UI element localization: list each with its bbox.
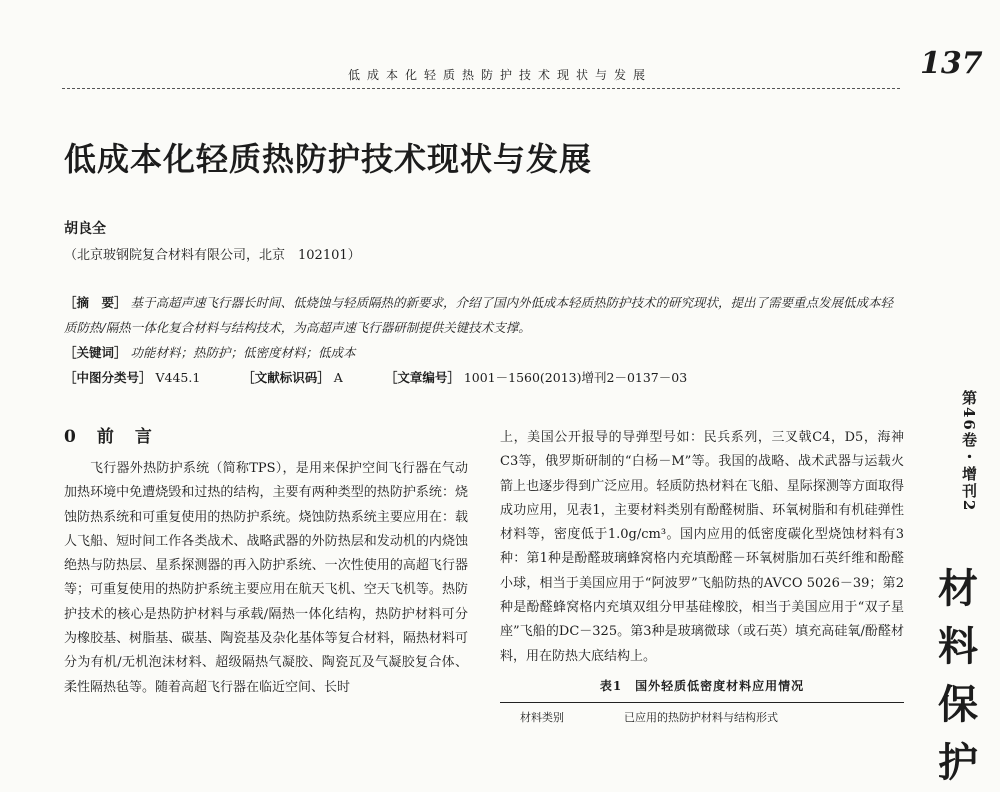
keywords-text: 功能材料；热防护；低密度材料；低成本 (130, 345, 356, 360)
doc-code-label: ［文献标识码］ (242, 370, 330, 385)
header-divider (62, 88, 900, 89)
table-header (500, 709, 904, 725)
clc-value: V445.1 (155, 370, 201, 385)
paper-title: 低成本化轻质热防护技术现状与发展 (64, 140, 593, 178)
keywords (64, 343, 356, 361)
right-column (500, 426, 904, 725)
table-col-material: 材料类别 (520, 710, 564, 724)
classification-line (64, 368, 725, 386)
clc-label: ［中图分类号］ (64, 370, 152, 385)
abstract-text: 基于高超声速飞行器长时间、低烧蚀与轻质隔热的新要求，介绍了国内外低成本轻质热防护技术的研究现状，提出了需要重点发展低成本轻质防热/隔热一体化复合材料与结构技术，为高超声速飞行器研制提供关键技术支撑。 (64, 295, 894, 335)
journal-name: 材料保护 (938, 565, 978, 786)
journal-volume-side: 第46卷・增刊2 (960, 390, 978, 513)
abstract (64, 290, 904, 340)
table-caption: 表1 国外轻质低密度材料应用情况 (599, 678, 805, 693)
table-col-structure: 已应用的热防护材料与结构形式 (624, 710, 778, 724)
article-number-value: 1001－1560(2013)增刊2－0137－03 (463, 370, 688, 385)
keywords-label: ［关键词］ (64, 345, 127, 360)
running-head: 低成本化轻质热防护技术现状与发展 (347, 68, 652, 82)
abstract-label: ［摘 要］ (64, 295, 127, 310)
affiliation: （北京玻钢院复合材料有限公司，北京 102101） (64, 248, 361, 263)
article-number-label: ［文章编号］ (384, 370, 460, 385)
table-rule (500, 702, 904, 703)
page-number: 137 (920, 46, 983, 81)
right-paragraph: 上，美国公开报导的导弹型号如：民兵系列，三叉戟C4，D5，海神C3等，俄罗斯研制的“白杨－M”等。我国的战略、战术武器与运载火箭上也逐步得到广泛应用。轻质防热材料在飞船、星际探测等方面取得成功应用，见表1，主要材料类别有酚醛树脂、环氧树脂和有机硅弹性材料等，密度低于1.0g/cm³。国内应用的低密度碳化型烧蚀材料有3种：第1种是酚醛玻璃蜂窝格内充填酚醛－环氧树脂加石英纤维和酚醛小球，相当于美国应用于“阿波罗”飞船防热的AVCO 5026－39；第2种是酚醛蜂窝格内充填双组分甲基硅橡胶，相当于美国应用于“双子星座”飞船的DC－325。第3种是玻璃微球（或石英）填充高硅氧/酚醛材料，用在防热大底结构上。 (500, 430, 904, 664)
section-heading: 0 前 言 (64, 427, 154, 447)
doc-code-value: A (333, 370, 343, 385)
author: 胡良全 (64, 221, 106, 237)
left-column (64, 422, 468, 700)
intro-paragraph: 飞行器外热防护系统（简称TPS），是用来保护空间飞行器在气动加热环境中免遭烧毁和过热的结构，主要有两种类型的热防护系统：烧蚀防热系统和可重复使用的热防护系统。烧蚀防热系统主要应用在：载人飞船、短时间工作各类战术、战略武器的外防热层和发动机的内烧蚀绝热与防热层、星系探测器的再入防护系统、一次性使用的高超飞行器等；可重复使用的热防护系统主要应用在航天飞机、空天飞机等。热防护技术的核心是热防护材料与承载/隔热一体化结构，热防护材料可分为橡胶基、树脂基、碳基、陶瓷基及杂化基体等复合材料，隔热材料可分为有机/无机泡沫材料、超级隔热气凝胶、陶瓷瓦及气凝胶复合体、柔性隔热毡等。随着高超飞行器在临近空间、长时 (64, 461, 468, 695)
